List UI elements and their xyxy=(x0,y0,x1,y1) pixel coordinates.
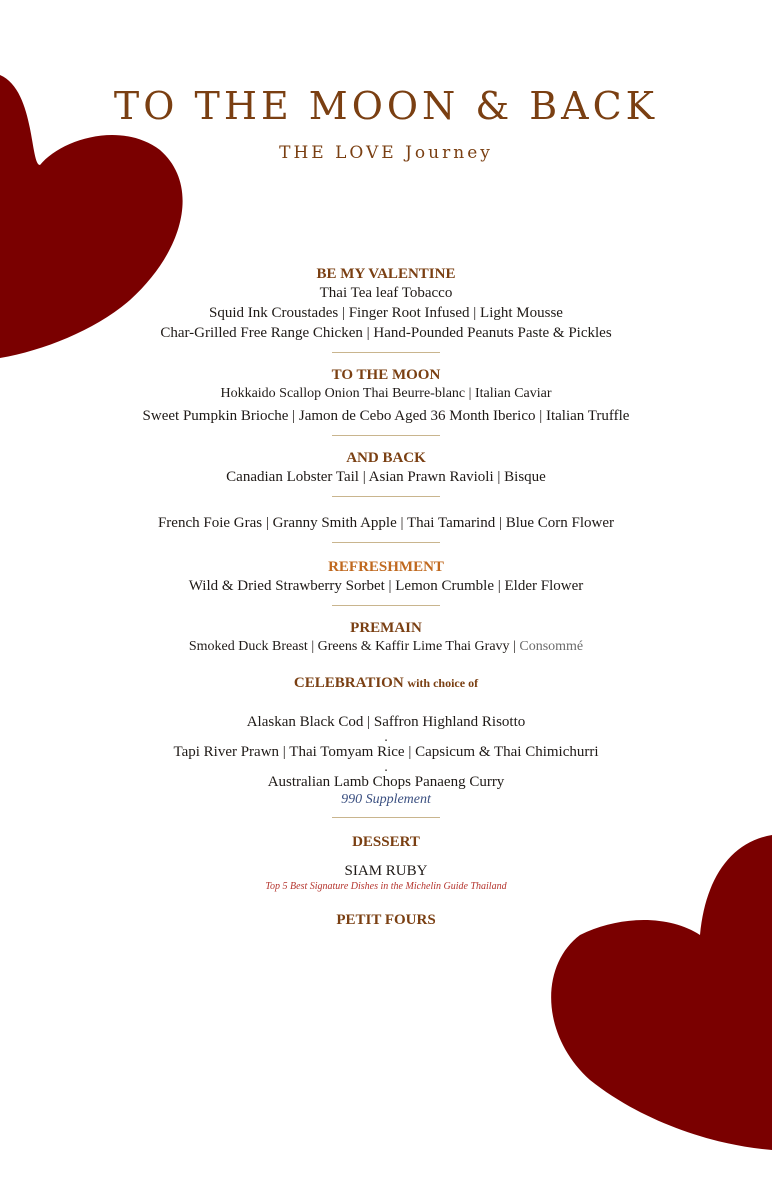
menu-line: Canadian Lobster Tail | Asian Prawn Ravioli | Bisque xyxy=(226,469,546,485)
premain-line-main: Smoked Duck Breast | Greens & Kaffir Lime Thai Gravy | xyxy=(188,639,520,654)
section-heading-and-back: AND BACK xyxy=(346,450,426,466)
separator-dot: . xyxy=(384,760,388,774)
menu-line: Alaskan Black Cod | Saffron Highland Risotto xyxy=(246,714,526,730)
menu-line: Char-Grilled Free Range Chicken | Hand-Pounded Peanuts Paste & Pickles xyxy=(160,325,612,341)
divider xyxy=(332,496,440,497)
section-heading-dessert: DESSERT xyxy=(352,834,420,850)
menu-line: Wild & Dried Strawberry Sorbet | Lemon Crumble | Elder Flower xyxy=(188,578,584,594)
menu-line: Squid Ink Croustades | Finger Root Infused | Light Mousse xyxy=(209,305,563,321)
separator-dot: . xyxy=(384,730,388,744)
premain-line-consomme: Consommé xyxy=(519,639,584,654)
menu-line: SIAM RUBY xyxy=(344,863,428,879)
section-heading-celebration xyxy=(40,675,732,692)
menu-line: Tapi River Prawn | Thai Tomyam Rice | Capsicum & Thai Chimichurri xyxy=(173,744,599,760)
page-subtitle: THE LOVE Journey xyxy=(279,143,493,163)
section-heading-refreshment: REFRESHMENT xyxy=(328,559,444,575)
divider xyxy=(332,352,440,353)
divider xyxy=(332,542,440,543)
dessert-note: Top 5 Best Signature Dishes in the Michelin Guide Thailand xyxy=(265,881,507,892)
menu-body xyxy=(40,266,732,929)
section-heading-petit-fours: PETIT FOURS xyxy=(336,912,436,928)
divider xyxy=(332,435,440,436)
section-heading-premain: PREMAIN xyxy=(350,620,422,636)
menu-line: Sweet Pumpkin Brioche | Jamon de Cebo Aged 36 Month Iberico | Italian Truffle xyxy=(142,408,630,424)
section-heading-to-the-moon: TO THE MOON xyxy=(331,367,441,383)
menu-line: Hokkaido Scallop Onion Thai Beurre-blanc | Italian Caviar xyxy=(220,386,552,401)
menu-line: Australian Lamb Chops Panaeng Curry xyxy=(267,774,505,790)
menu-line xyxy=(40,637,732,657)
supplement-note: 990 Supplement xyxy=(341,792,431,807)
celebration-heading-text: CELEBRATION xyxy=(293,675,404,691)
menu-line: French Foie Gras | Granny Smith Apple | Thai Tamarind | Blue Corn Flower xyxy=(157,515,615,531)
divider xyxy=(332,605,440,606)
menu-line: Thai Tea leaf Tobacco xyxy=(319,285,453,301)
section-heading-be-my-valentine: BE MY VALENTINE xyxy=(316,266,456,282)
divider xyxy=(332,817,440,818)
page-title: TO THE MOON & BACK xyxy=(113,84,659,128)
celebration-heading-suffix: with choice of xyxy=(407,676,479,690)
